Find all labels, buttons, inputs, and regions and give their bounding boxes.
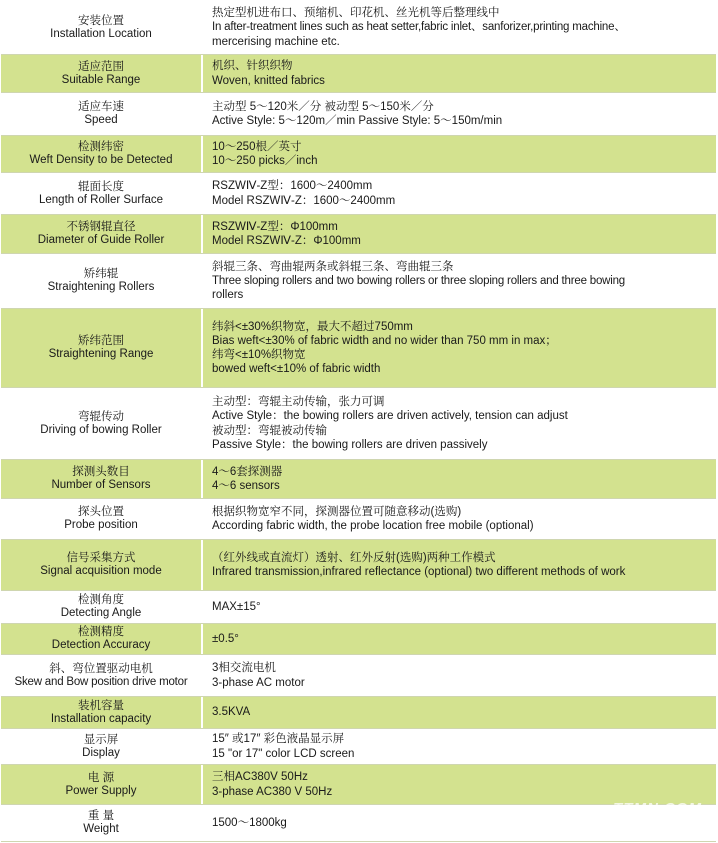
spec-label-en: Weight — [83, 823, 119, 835]
spec-label-cn: 矫纬辊 — [83, 268, 119, 280]
spec-label — [1, 499, 201, 539]
spec-row — [1, 499, 716, 540]
spec-value-line: 主动型 5～120米／分 被动型 5～150米／分 — [212, 100, 434, 113]
spec-label-cn: 检测纬密 — [78, 141, 124, 153]
spec-value-line: 根据织物宽窄不同，探测器位置可随意移动(选购) — [212, 505, 462, 518]
spec-label-en: Skew and Bow position drive motor — [14, 675, 188, 688]
spec-label-en: Speed — [84, 114, 118, 126]
spec-label-en: Length of Roller Surface — [38, 193, 164, 206]
spec-label-cn: 安装位置 — [78, 14, 124, 27]
spec-value-line: 3-phase AC380 V 50Hz — [212, 785, 333, 798]
spec-row — [1, 729, 716, 765]
spec-label-cn: 检测角度 — [78, 594, 124, 606]
spec-value-line: 10～250 picks／inch — [212, 155, 318, 167]
spec-label-en: Straightening Rollers — [47, 281, 155, 293]
spec-label-cn: 检测精度 — [78, 626, 124, 638]
spec-value-line: rollers — [212, 289, 244, 302]
spec-label-cn: 矫纬范围 — [78, 335, 124, 347]
spec-row — [1, 55, 716, 93]
spec-label-en: Installation Location — [50, 27, 152, 40]
spec-label — [1, 1, 201, 54]
spec-label-cn: 探头位置 — [78, 506, 124, 518]
spec-value — [201, 540, 716, 590]
spec-value-line: Passive Style：the bowing rollers are driven passively — [212, 438, 488, 451]
spec-row — [1, 624, 716, 655]
spec-label-en: Signal acquisition mode — [40, 565, 162, 577]
spec-label-en: Detection Accuracy — [51, 639, 151, 651]
spec-value — [201, 729, 716, 764]
spec-value-line: Bias weft<±30% of fabric width and no wider than 750 mm in max； — [212, 334, 557, 347]
spec-value-line: 1500～1800kg — [212, 816, 287, 829]
spec-table — [1, 1, 716, 842]
spec-label — [1, 729, 201, 764]
spec-value — [201, 215, 716, 253]
spec-value-line: RSZWⅣ-Z型：1600～2400mm — [212, 180, 373, 193]
spec-label-en: Diameter of Guide Roller — [37, 234, 165, 246]
spec-value-line: mercerising machine etc. — [212, 35, 340, 48]
spec-label-cn: 斜、弯位置驱动电机 — [49, 662, 153, 675]
spec-value-line: 热定型机进布口、预缩机、印花机、丝光机等后整理线中 — [212, 7, 500, 20]
spec-value-line: According fabric width, the probe location free mobile (optional) — [212, 520, 534, 532]
spec-value-line: Three sloping rollers and two bowing rollers or three sloping rollers and three bowing — [212, 274, 626, 287]
spec-label-cn: 适应车速 — [78, 101, 124, 113]
spec-value-line: Infrared transmission,infrared reflectance (optional) two different methods of work — [212, 566, 626, 578]
spec-row — [1, 136, 716, 173]
spec-value-line: 4～6 sensors — [212, 480, 280, 492]
spec-value — [201, 591, 716, 623]
spec-label — [1, 805, 201, 841]
spec-value-line: 三相AC380V 50Hz — [212, 771, 308, 784]
spec-value-line: 纬斜<±30%织物宽，最大不超过750mm — [212, 320, 413, 333]
spec-row — [1, 173, 716, 215]
spec-label-cn: 探测头数目 — [72, 466, 130, 478]
spec-value — [201, 1, 716, 54]
spec-label — [1, 173, 201, 214]
spec-value — [201, 309, 716, 387]
spec-value-line: 4～6套探测器 — [212, 465, 283, 478]
spec-row — [1, 697, 716, 729]
spec-label — [1, 215, 201, 253]
spec-label-cn: 装机容量 — [78, 699, 124, 712]
spec-label — [1, 624, 201, 654]
spec-label-en: Driving of bowing Roller — [40, 423, 162, 436]
spec-label-cn: 不锈钢辊直径 — [66, 221, 136, 233]
spec-row — [1, 540, 716, 591]
spec-value — [201, 624, 716, 654]
spec-label — [1, 309, 201, 387]
spec-label-en: Number of Sensors — [51, 479, 151, 491]
spec-value — [201, 388, 716, 459]
spec-value-line: 被动型：弯辊被动传输 — [212, 424, 327, 437]
spec-label-cn: 信号采集方式 — [66, 552, 136, 564]
spec-label-en: Display — [82, 746, 120, 759]
spec-value-line: 主动型：弯辊主动传输，张力可调 — [212, 396, 385, 409]
spec-label-cn: 电 源 — [87, 771, 115, 784]
spec-label — [1, 93, 201, 135]
spec-label-en: Suitable Range — [61, 73, 141, 86]
spec-value-line: Model RSZWⅣ-Z：Φ100mm — [212, 235, 361, 247]
spec-value-line: In after-treatment lines such as heat setter,fabric inlet、sanforizer,printing machine、 — [212, 21, 626, 34]
spec-label-en: Straightening Range — [48, 348, 154, 360]
spec-value-line: Active Style: 5～120m／min Passive Style: 5～150m/min — [212, 115, 503, 127]
spec-value-line: 3-phase AC motor — [212, 676, 305, 689]
spec-value — [201, 136, 716, 172]
spec-value-line: Model RSZWⅣ-Z：1600～2400mm — [212, 194, 396, 207]
spec-row — [1, 215, 716, 254]
spec-label — [1, 591, 201, 623]
spec-value — [201, 173, 716, 214]
spec-value — [201, 697, 716, 728]
spec-row — [1, 591, 716, 624]
spec-label — [1, 697, 201, 728]
spec-label — [1, 55, 201, 92]
spec-label — [1, 460, 201, 498]
spec-value — [201, 93, 716, 135]
spec-label — [1, 540, 201, 590]
watermark-en: TTMN.COM — [613, 800, 702, 817]
spec-label-en: Detecting Angle — [60, 607, 142, 619]
spec-row — [1, 805, 716, 842]
spec-label-cn: 显示屏 — [83, 733, 119, 746]
spec-label — [1, 136, 201, 172]
spec-value-line: 3.5KVA — [212, 706, 251, 719]
spec-value — [201, 254, 716, 308]
spec-label — [1, 765, 201, 804]
spec-row — [1, 460, 716, 499]
spec-label — [1, 254, 201, 308]
spec-value — [201, 655, 716, 696]
spec-row — [1, 765, 716, 805]
spec-label-en: Power Supply — [65, 784, 137, 797]
spec-label-cn: 辊面长度 — [78, 180, 124, 193]
spec-value — [201, 55, 716, 92]
spec-row — [1, 254, 716, 309]
spec-label-en: Installation capacity — [50, 712, 152, 725]
spec-value — [201, 499, 716, 539]
spec-row — [1, 309, 716, 388]
spec-value-line: 15 "or 17" color LCD screen — [212, 747, 355, 760]
spec-label-en: Weft Density to be Detected — [29, 154, 173, 166]
spec-label-cn: 重 量 — [87, 810, 115, 822]
spec-value-line: MAX±15° — [212, 600, 261, 613]
spec-label-cn: 适应范围 — [78, 60, 124, 73]
spec-row — [1, 388, 716, 460]
spec-label-en: Probe position — [64, 519, 138, 531]
spec-value — [201, 765, 716, 804]
spec-row — [1, 93, 716, 136]
spec-value-line: Active Style：the bowing rollers are driven actively, tension can adjust — [212, 410, 568, 423]
spec-value — [201, 460, 716, 498]
spec-label — [1, 655, 201, 696]
spec-value-line: 15″ 或17″ 彩色液晶显示屏 — [212, 733, 345, 746]
spec-value-line: （红外线或直流灯）透射、红外反射(选购)两种工作模式 — [212, 551, 496, 564]
spec-value-line: 10～250根／英寸 — [212, 140, 302, 153]
spec-value-line: 斜辊三条、弯曲辊两条或斜辊三条、弯曲辊三条 — [212, 260, 454, 273]
watermark-cn: 中国纺织网 — [627, 819, 702, 835]
spec-value-line: RSZWⅣ-Z型：Φ100mm — [212, 220, 338, 233]
spec-value-line: 纬弯<±10%织物宽 — [212, 349, 306, 361]
spec-value-line: 3相交流电机 — [212, 662, 276, 675]
spec-label — [1, 388, 201, 459]
spec-value-line: bowed weft<±10% of fabric width — [212, 363, 381, 376]
spec-value-line: Woven, knitted fabrics — [212, 74, 325, 87]
spec-row — [1, 655, 716, 697]
spec-value-line: ±0.5° — [212, 632, 239, 645]
spec-label-cn: 弯辊传动 — [78, 410, 124, 423]
spec-value-line: 机织、针织织物 — [212, 60, 293, 73]
spec-row — [1, 1, 716, 55]
watermark — [613, 800, 702, 837]
